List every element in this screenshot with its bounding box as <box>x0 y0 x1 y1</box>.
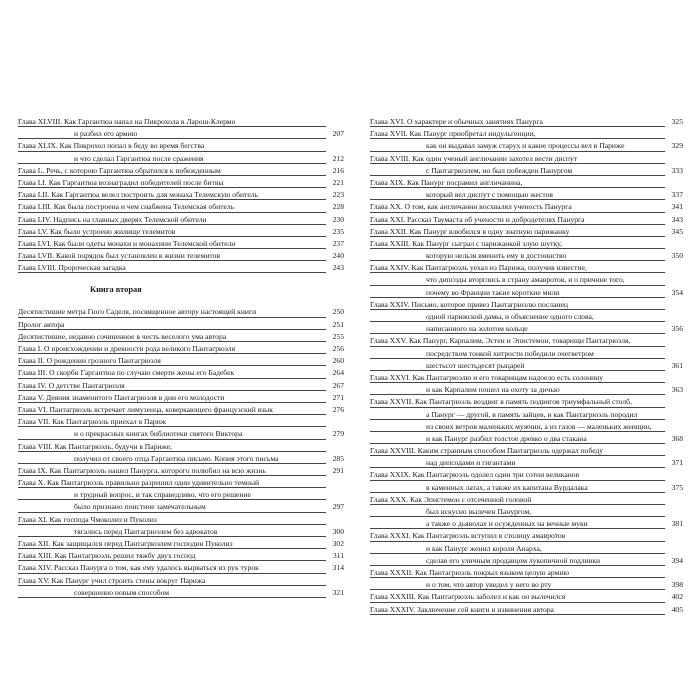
toc-page-number: 343 <box>670 214 683 226</box>
toc-page-number: 329 <box>670 140 683 152</box>
toc-entry-text: Глава XXVII. Как Пантагрюэль воздвиг в память подвигов триумфальный столб, <box>370 397 632 407</box>
toc-rule <box>370 333 665 334</box>
toc-entry-text: Глава LIV. Надпись на главных дверях Телемской обители <box>18 214 207 224</box>
toc-entry-line <box>370 482 683 494</box>
toc-entry-text: Глава XXXI. Как Пантагрюэль вступил в столицу амавротов <box>370 531 566 541</box>
toc-page-number: 402 <box>670 591 683 603</box>
toc-page-number: 394 <box>670 555 683 567</box>
toc-entry-line <box>18 201 344 213</box>
toc-entry-line <box>18 189 344 201</box>
toc-entry-text: Глава III. О скорби Гаргантюа по случаю смерти жены его Бадебек <box>18 368 235 378</box>
toc-entry-line <box>370 348 683 360</box>
toc-rule <box>370 321 665 322</box>
toc-rule <box>370 565 665 566</box>
toc-rule <box>18 199 326 200</box>
toc-rule <box>370 516 665 517</box>
toc-entry-line <box>18 343 344 355</box>
toc-rule <box>370 285 665 286</box>
toc-entry-line <box>370 494 683 506</box>
toc-entry-text: Глава VI. Пантагрюэль встречает лимузенца, коверкающего французский язык <box>18 404 273 414</box>
toc-page-number: 243 <box>331 262 344 274</box>
toc-entry-line <box>370 250 683 262</box>
toc-entry-line <box>370 433 683 445</box>
toc-rule <box>18 163 326 164</box>
toc-entry-line <box>18 489 344 501</box>
toc-page-number: 256 <box>331 343 344 355</box>
toc-rule <box>370 138 665 139</box>
toc-entry-text: Глава X. Как Пантагрюэль правильно разрешил один удивительно темный <box>18 478 260 488</box>
toc-rule <box>370 346 665 347</box>
toc-entry-line <box>18 575 344 587</box>
toc-rule <box>370 370 665 371</box>
toc-page-number: 223 <box>331 189 344 201</box>
toc-entry-line <box>18 441 344 453</box>
toc-entry-line <box>370 323 683 335</box>
toc-entry-line <box>18 465 344 477</box>
toc-page-number: 314 <box>331 562 344 574</box>
toc-entry-line <box>18 226 344 238</box>
toc-entry-line <box>18 428 344 440</box>
toc-page-number: 341 <box>670 201 683 213</box>
toc-rule <box>370 224 665 225</box>
toc-entry-line <box>370 140 683 152</box>
toc-rule <box>370 163 665 164</box>
toc-page-number: 368 <box>670 433 683 445</box>
toc-page-number: 321 <box>331 587 344 599</box>
toc-rule <box>370 577 665 578</box>
toc-rule <box>18 560 326 561</box>
toc-rule <box>18 187 326 188</box>
toc-entry-line <box>370 384 683 396</box>
toc-page-number: 302 <box>331 538 344 550</box>
toc-entry-line <box>370 469 683 481</box>
toc-rule <box>18 365 326 366</box>
toc-entry-text: одной парижской дамы, и объяснение одного слова, <box>426 312 594 321</box>
toc-page-number: 325 <box>670 116 683 128</box>
toc-entry-line <box>18 526 344 538</box>
toc-rule <box>18 487 326 488</box>
toc-entry-line <box>18 501 344 513</box>
toc-entry-line <box>370 591 683 603</box>
toc-entry-line <box>18 238 344 250</box>
toc-entry-text: Глава IX. Как Пантагрюэль нашел Панурга, которого полюбил на всю жизнь <box>18 465 266 475</box>
toc-rule <box>370 504 665 505</box>
toc-entry-text: Глава XXXII. Как Пантагрюэль покрыл языком целую армию <box>370 567 570 577</box>
left-column <box>18 116 344 599</box>
toc-entry-text: Глава XXII. Как Панург влюбился в одну знатную парижанку <box>370 226 570 236</box>
section-title: Книга вторая <box>90 285 142 295</box>
toc-entry-line <box>18 319 344 331</box>
toc-entry-line <box>18 128 344 140</box>
toc-entry-line <box>18 453 344 465</box>
toc-entry-text: с Пантагрюэлем, но был побежден Панургом <box>426 165 573 175</box>
toc-rule <box>18 548 326 549</box>
toc-entry-line <box>370 274 683 286</box>
toc-page-number: 240 <box>331 250 344 262</box>
toc-entry-line <box>370 409 683 421</box>
toc-entry-line <box>18 262 344 274</box>
toc-entry-text: Глава XI. Как господа Чмоколиз и Пуколиз <box>18 514 157 524</box>
toc-entry-line <box>370 555 683 567</box>
toc-entry-line <box>18 177 344 189</box>
toc-entry-text: сделав его уличным продавцом лукопичной подливки <box>426 555 601 565</box>
toc-page-number: 267 <box>331 380 344 392</box>
toc-entry-text: Глава LI. Как Гаргантюа вознаградил победителей после битвы <box>18 177 224 187</box>
toc-entry-line <box>370 506 683 518</box>
toc-entry-text: Глава LII. Как Гаргантюа велел построить для монаха Телемскую обитель <box>18 190 258 200</box>
toc-entry-text: Глава XXX. Как Эпистемон с отсеченной головой <box>370 494 532 504</box>
toc-entry-line <box>18 514 344 526</box>
toc-entry-line <box>370 238 683 250</box>
toc-rule <box>18 260 326 261</box>
toc-rule <box>18 451 326 452</box>
toc-rule <box>370 260 665 261</box>
toc-entry-text: Глава LVI. Как были одеты монахи и монахини Телемской обители <box>18 238 236 248</box>
toc-page-number: 363 <box>670 384 683 396</box>
toc-entry-text: Глава XXVI. Как Пантагрюэлю и его товарищам надоело есть солонину <box>370 372 604 382</box>
toc-entry-line <box>370 360 683 372</box>
toc-entry-text: который вел диспут с помощью жестов <box>426 190 553 200</box>
toc-entry-line <box>18 416 344 428</box>
toc-rule <box>370 455 665 456</box>
toc-page-number: 398 <box>670 579 683 591</box>
toc-entry-line <box>370 128 683 140</box>
toc-entry-text: Глава II. О рождении грозного Пантагрюэля <box>18 356 161 366</box>
toc-entry-line <box>370 153 683 165</box>
toc-entry-line <box>370 421 683 433</box>
toc-rule <box>370 309 665 310</box>
toc-page-number: 311 <box>331 550 344 562</box>
toc-entry-text: и разбил его армию <box>74 129 138 139</box>
right-column <box>370 116 683 616</box>
toc-entry-text: Глава XXI. Рассказ Таумаста об учености и добродетелях Панурга <box>370 214 585 224</box>
toc-entry-line <box>370 543 683 555</box>
toc-entry-text: Глава LIII. Как была построена и чем снабжена Телемская обитель <box>18 202 235 212</box>
toc-entry-text: Глава XXXIV. Заключение сей книги и извинения автора <box>370 604 554 614</box>
toc-page-number: 230 <box>331 214 344 226</box>
toc-entry-text: а Панург — другой, в память зайцев, и как Пантагрюэль породил <box>426 409 638 419</box>
toc-entry-line <box>370 567 683 579</box>
toc-entry-line <box>370 299 683 311</box>
toc-page-number: 221 <box>331 177 344 189</box>
toc-entry-text: написанного на золотом кольце <box>426 324 528 334</box>
toc-entry-text: Глава LV. Как было устроено жилище телемитов <box>18 226 176 236</box>
toc-entry-text: Глава XV. Как Панург учил строить стены вокруг Парижа <box>18 575 206 585</box>
toc-entry-text: Глава XXXIII. Как Пантагрюэль заболел и как он вылечился <box>370 592 566 602</box>
toc-rule <box>370 358 665 359</box>
toc-entry-text: и о прекрасных книгах библиотеки святого Виктора <box>74 429 243 439</box>
toc-rule <box>18 175 326 176</box>
toc-rule <box>18 402 326 403</box>
toc-entry-line <box>370 201 683 213</box>
toc-entry-line <box>18 538 344 550</box>
toc-rule <box>18 151 326 152</box>
toc-entry-line <box>370 214 683 226</box>
toc-entry-text: Глава XIII. Как Пантагрюэль решил тяжбу двух господ <box>18 551 196 561</box>
toc-entry-text: Глава V. Деяния знаменитого Пантагрюэля в дни его молодости <box>18 392 225 402</box>
toc-rule <box>370 236 665 237</box>
toc-entry-line <box>18 214 344 226</box>
toc-entry-line <box>18 140 344 152</box>
toc-entry-text: Глава VII. Как Пантагрюэль приехал в Париж <box>18 417 167 427</box>
toc-entry-text: получил от своего отца Гаргантюа письмо. Копия этого письма <box>74 453 279 463</box>
toc-entry-line <box>18 250 344 262</box>
toc-page-number: 300 <box>331 526 344 538</box>
toc-rule <box>370 394 665 395</box>
toc-rule <box>370 602 665 603</box>
toc-rule <box>18 439 326 440</box>
toc-entry-text: а также о дьяволах и осужденных на вечные муки <box>426 519 588 529</box>
toc-rule <box>370 297 665 298</box>
toc-entry-text: Глава VIII. Как Пантагрюэль, будучи в Париже, <box>18 441 172 451</box>
toc-entry-text: Глава XIV. Рассказ Панурга о том, как ему удалось вырваться из рук турок <box>18 563 259 573</box>
toc-rule <box>18 341 326 342</box>
toc-entry-text: Глава XLIX. Как Пикрохол попал в беду во время бегства <box>18 141 205 151</box>
toc-page-number: 333 <box>670 165 683 177</box>
toc-page-number: 207 <box>331 128 344 140</box>
toc-page-number: 405 <box>670 604 683 616</box>
toc-entry-text: и что сделал Гаргантюа после сражения <box>74 153 204 163</box>
toc-entry-line <box>370 445 683 457</box>
toc-entry-line <box>370 189 683 201</box>
toc-entry-text: и как Панург разбил толстое древко о два стакана <box>426 433 587 443</box>
toc-entry-text: Глава XIX. Как Панург посрамил англичанина, <box>370 177 523 187</box>
toc-rule <box>370 528 665 529</box>
toc-entry-text: Глава I. О происхождении и древности рода великого Пантагрюэля <box>18 344 236 353</box>
toc-rule <box>18 585 326 586</box>
toc-rule <box>18 536 326 537</box>
toc-entry-text: Глава XXIII. Как Панург сыграл с парижанкой злую шутку, <box>370 238 562 248</box>
toc-rule <box>18 272 326 273</box>
toc-page-number: 297 <box>331 501 344 513</box>
toc-rule <box>18 573 326 574</box>
toc-entry-text: Глава XXIV. Как Пантагрюэль уехал из Парижа, получив известие, <box>370 263 587 273</box>
toc-rule <box>370 614 665 615</box>
toc-rule <box>370 589 665 590</box>
toc-entry-line <box>18 116 344 128</box>
toc-entry-text: был искусно вылечен Панургом, <box>426 507 532 516</box>
toc-rule <box>370 443 665 444</box>
toc-entry-line <box>18 587 344 599</box>
toc-rule <box>370 480 665 481</box>
toc-entry-text: и как Карпалим пошел на охоту за дичью <box>426 385 560 395</box>
toc-entry-text: почему во Франции такие короткие мили <box>426 287 560 297</box>
toc-entry-line <box>18 550 344 562</box>
toc-rule <box>18 414 326 415</box>
toc-entry-text: Десятистишие метра Гюго Саделя, посвященное автору настоящей книги <box>18 307 257 317</box>
toc-page-number: 237 <box>331 238 344 250</box>
toc-entry-text: Глава LVIII. Пророческая загадка <box>18 263 126 273</box>
toc-rule <box>18 126 326 127</box>
toc-entry-text: Глава XVI. О характере и обычных занятиях Панурга <box>370 117 543 126</box>
toc-entry-line <box>370 226 683 238</box>
toc-entry-line <box>370 116 683 128</box>
toc-entry-line <box>18 355 344 367</box>
toc-entry-line <box>370 579 683 591</box>
toc-entry-text: Глава XVII. Как Панург приобретал индульгенции, <box>370 129 536 139</box>
toc-rule <box>370 382 665 383</box>
toc-page-number: 260 <box>331 355 344 367</box>
toc-entry-text: Глава L. Речь, с которою Гаргантюа обратился к побежденным <box>18 165 221 175</box>
toc-page-number: 375 <box>670 482 683 494</box>
toc-rule <box>370 272 665 273</box>
toc-rule <box>18 475 326 476</box>
toc-page-number: 271 <box>331 392 344 404</box>
toc-entry-text: Глава XLVIII. Как Гаргантюа напал на Пикрохола в Ларош-Клермо <box>18 117 236 126</box>
toc-entry-text: Десятистишие, недавно сочиненное в честь веселого ума автора <box>18 331 227 341</box>
toc-entry-line <box>18 153 344 165</box>
toc-page-number: 337 <box>670 189 683 201</box>
toc-rule <box>370 151 665 152</box>
toc-page-number: 251 <box>331 319 344 331</box>
toc-entry-line <box>18 404 344 416</box>
toc-rule <box>370 419 665 420</box>
toc-rule <box>370 175 665 176</box>
toc-entry-line <box>370 165 683 177</box>
toc-rule <box>18 329 326 330</box>
toc-entry-line <box>18 562 344 574</box>
toc-page-number: 285 <box>331 453 344 465</box>
toc-entry-line <box>370 396 683 408</box>
toc-entry-text: Глава LVII. Какой порядок был установлен в жизни телемитов <box>18 251 221 261</box>
toc-entry-line <box>370 457 683 469</box>
toc-entry-text: совершенно новым способом <box>74 587 170 597</box>
toc-rule <box>370 431 665 432</box>
toc-entry-text: Глава XXV. Как Панург, Карпалим, Эстен и Эпистемон, товарищи Пантагрюэля, <box>370 336 631 346</box>
toc-rule <box>370 212 665 213</box>
toc-rule <box>18 248 326 249</box>
toc-entry-text: Глава XII. Как защищался перед Пантагрюэлем господин Пуколиз <box>18 539 233 548</box>
toc-entry-text: как он выдавал замуж старух и какие процессы вел в Париже <box>426 141 625 151</box>
toc-entry-text: из своих ветров маленьких мужчин, а из газов — маленьких женщин, <box>426 421 652 431</box>
toc-rule <box>18 353 326 354</box>
book-two-entries <box>18 306 344 599</box>
toc-entry-text: Пролог автора <box>18 319 65 329</box>
toc-rule <box>18 426 326 427</box>
toc-entry-line <box>370 335 683 347</box>
toc-page-number: 255 <box>331 331 344 343</box>
toc-rule <box>370 407 665 408</box>
book-one-entries <box>18 116 344 274</box>
toc-rule <box>370 248 665 249</box>
toc-rule <box>370 126 665 127</box>
toc-entry-line <box>18 380 344 392</box>
toc-entry-text: Глава XVIII. Как один ученый англичанин захотел вести диспут <box>370 153 578 163</box>
toc-page-number: 250 <box>331 306 344 318</box>
toc-rule <box>18 463 326 464</box>
toc-entry-text: Глава XXVIII. Каким странным способом Пантагрюэль одержал победу <box>370 446 604 456</box>
toc-rule <box>18 212 326 213</box>
toc-rule <box>370 467 665 468</box>
toc-entry-text: тягались перед Пантагрюэлем без адвокатов <box>74 526 218 536</box>
toc-entry-text: шестьсот шестьдесят рыцарей <box>426 360 525 370</box>
toc-entry-text: над дипсодами и гигантами <box>426 458 516 468</box>
toc-entry-line <box>370 311 683 323</box>
toc-rule <box>370 187 665 188</box>
toc-page-number: 381 <box>670 518 683 530</box>
toc-page-number: 264 <box>331 367 344 379</box>
toc-entry-line <box>370 372 683 384</box>
toc-page-number: 361 <box>670 360 683 372</box>
toc-entry-line <box>18 477 344 489</box>
toc-page-number: 228 <box>331 201 344 213</box>
toc-entry-line <box>18 331 344 343</box>
toc-entry-line <box>370 287 683 299</box>
toc-entry-line <box>370 177 683 189</box>
toc-entry-text: в каменных латах, а также их капитана Вурдалака <box>426 482 588 492</box>
toc-rule <box>18 138 326 139</box>
toc-page-number: 279 <box>331 428 344 440</box>
toc-page-number: 354 <box>670 287 683 299</box>
toc-entry-line <box>370 530 683 542</box>
toc-entry-text: Глава XX. О том, как англичанин восхвалял ученость Панурга <box>370 202 572 212</box>
toc-entry-line <box>370 518 683 530</box>
toc-entry-text: и о том, что автор увидел у него во рту <box>426 580 552 590</box>
toc-rule <box>18 597 326 598</box>
toc-entry-line <box>370 604 683 616</box>
toc-entry-text: и трудный вопрос, и так справедливо, что его решение <box>74 490 251 500</box>
toc-page-number: 345 <box>670 226 683 238</box>
toc-entry-line <box>18 367 344 379</box>
toc-page-number: 235 <box>331 226 344 238</box>
toc-entry-text: что дипсоды вторглись в страну амавротов, и о причине того, <box>426 275 625 285</box>
toc-rule <box>370 492 665 493</box>
toc-entry-line <box>18 306 344 318</box>
toc-rule <box>18 224 326 225</box>
book-two-entries-continued <box>370 116 683 616</box>
toc-entry-text: посредством тонкой хитрости победили очегветром <box>426 348 594 358</box>
toc-rule <box>18 524 326 525</box>
toc-entry-text: которую нельзя вменить ему в достоинство <box>426 251 567 261</box>
toc-rule <box>18 236 326 237</box>
toc-rule <box>18 317 326 318</box>
toc-rule <box>18 512 326 513</box>
toc-rule <box>18 378 326 379</box>
toc-rule <box>18 499 326 500</box>
toc-entry-text: и как Панург женил короля Анарха, <box>426 543 542 553</box>
toc-entry-text: Глава XXIX. Как Пантагрюэль одолел один три сотни великанов <box>370 470 580 480</box>
toc-page-number: 350 <box>670 250 683 262</box>
toc-rule <box>18 390 326 391</box>
toc-entry-line <box>370 262 683 274</box>
toc-rule <box>370 541 665 542</box>
toc-page-number: 212 <box>331 153 344 165</box>
toc-rule <box>370 553 665 554</box>
toc-page-number: 216 <box>331 165 344 177</box>
toc-entry-text: Глава XXIV. Письмо, которое привез Пантагрюэлю посланец <box>370 299 568 309</box>
toc-page-number: 371 <box>670 457 683 469</box>
toc-entry-line <box>18 165 344 177</box>
toc-page-number: 291 <box>331 465 344 477</box>
toc-entry-text: было признано поистине замечательным <box>74 502 206 512</box>
toc-entry-line <box>18 392 344 404</box>
toc-page-number: 276 <box>331 404 344 416</box>
toc-entry-text: Глава IV. О детстве Пантагрюэля <box>18 380 125 390</box>
toc-page-number: 356 <box>670 323 683 335</box>
toc-rule <box>370 199 665 200</box>
